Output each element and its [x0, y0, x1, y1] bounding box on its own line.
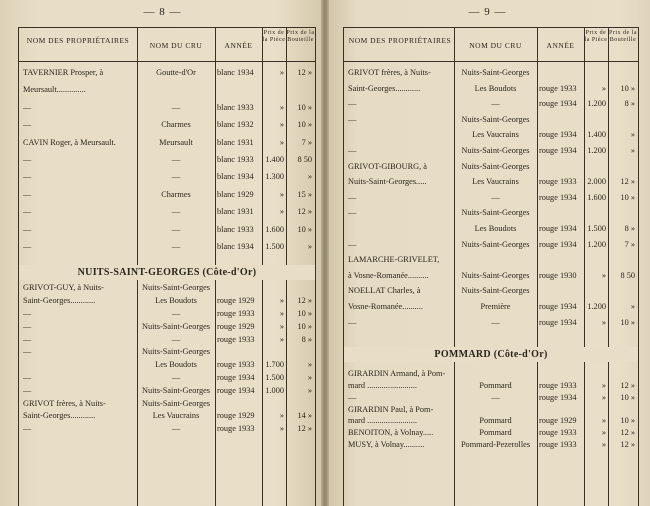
price-piece-cell: 1.400	[587, 130, 606, 140]
price-bottle-cell: 10 »	[620, 317, 635, 327]
owner-cell: —	[348, 208, 357, 218]
price-bottle-cell: 10 »	[620, 392, 635, 402]
price-piece-cell: »	[601, 428, 606, 438]
owner-cell: —	[23, 321, 32, 331]
year-cell: rouge 1933	[539, 83, 577, 93]
price-piece-cell: 1.700	[265, 360, 284, 370]
owner-cell: Meursault..............	[23, 85, 86, 95]
year-cell: rouge 1934	[539, 99, 577, 109]
owner-cell: —	[23, 309, 32, 318]
price-piece-cell: »	[279, 137, 284, 147]
price-piece-cell: 1.200	[587, 302, 606, 311]
year-cell: rouge 1933	[539, 177, 577, 187]
year-cell: rouge 1929	[217, 296, 255, 306]
book-gutter	[321, 0, 329, 506]
right-page	[325, 0, 650, 506]
year-cell: blanc 1931	[217, 207, 254, 217]
year-cell: rouge 1934	[217, 385, 255, 395]
price-piece-cell: »	[279, 309, 284, 318]
owner-cell: —	[23, 424, 32, 434]
price-piece-cell: »	[279, 102, 284, 112]
price-piece-cell: 1.200	[587, 239, 606, 249]
owner-cell: —	[23, 347, 32, 357]
year-cell: rouge 1934	[539, 239, 577, 249]
owner-cell: GIRARDIN Paul, à Pom-	[348, 404, 434, 414]
price-bottle-cell: »	[307, 373, 312, 382]
price-piece-cell: »	[601, 381, 606, 390]
header-price-bottle: Prix de la Bouteille	[286, 30, 315, 43]
year-cell: rouge 1933	[539, 428, 577, 438]
header-year: ANNÉE	[546, 41, 575, 50]
price-bottle-cell: 8 »	[624, 224, 635, 233]
price-piece-cell: 1.000	[265, 385, 284, 395]
price-bottle-cell: »	[307, 385, 312, 395]
price-piece-cell: »	[601, 392, 606, 402]
price-bottle-cell: 10 »	[297, 224, 312, 234]
year-cell: rouge 1933	[539, 381, 577, 390]
owner-cell: MUSY, à Volnay..........	[348, 440, 425, 449]
owner-cell: GRIVOT-GUY, à Nuits-	[23, 283, 104, 293]
price-piece-cell: 1.200	[587, 146, 606, 155]
owner-cell: GRIVOT-GIBOURG, à	[348, 161, 427, 171]
cru-cell: Nuits-Saint-Georges	[141, 385, 211, 395]
year-cell: rouge 1934	[539, 224, 577, 233]
owner-cell: —	[23, 207, 32, 217]
owner-cell: —	[348, 239, 357, 249]
price-piece-cell: »	[279, 207, 284, 217]
price-bottle-cell: 12 »	[620, 381, 635, 390]
owner-cell: Saint-Georges............	[23, 296, 96, 306]
price-piece-cell: 1.200	[587, 99, 606, 109]
price-piece-cell: »	[279, 189, 284, 199]
price-bottle-cell: 12 »	[620, 177, 635, 187]
cru-cell: —	[171, 207, 181, 217]
year-cell: rouge 1934	[539, 302, 577, 311]
owner-cell: BENOITON, à Volnay.....	[348, 428, 434, 438]
owner-cell: Saint-Georges............	[23, 411, 96, 421]
cru-cell: Nuits-Saint-Georges	[461, 239, 530, 249]
price-piece-cell: 1.500	[265, 373, 284, 382]
cru-cell: Les Boudots	[474, 83, 517, 93]
price-piece-cell: »	[601, 317, 606, 327]
price-bottle-cell: 10 »	[297, 321, 312, 331]
price-bottle-cell: 15 »	[297, 189, 312, 199]
price-bottle-cell: 12 »	[297, 296, 312, 306]
cru-cell: Nuits-Saint-Georges	[461, 270, 530, 280]
header-owner: NOM DES PROPRIÉTAIRES	[26, 36, 130, 45]
year-cell: blanc 1932	[217, 120, 254, 130]
price-bottle-cell: »	[630, 130, 635, 140]
price-bottle-cell: 8 50	[620, 270, 635, 280]
owner-cell: —	[23, 385, 32, 395]
header-year: ANNÉE	[224, 41, 253, 50]
header-owner: NOM DES PROPRIÉTAIRES	[348, 36, 452, 45]
owner-cell: GRIVOT frères, à Nuits-	[23, 398, 106, 408]
cru-cell: Pommard	[479, 381, 512, 390]
header-cru: NOM DU CRU	[149, 41, 203, 50]
owner-cell: —	[23, 155, 32, 164]
price-bottle-cell: 8 »	[301, 334, 312, 344]
cru-cell: —	[491, 99, 500, 109]
owner-cell: TAVERNIER Prosper, à	[23, 68, 104, 77]
price-piece-cell: »	[601, 270, 606, 280]
price-piece-cell: »	[279, 68, 284, 77]
owner-cell: CAVIN Roger, à Meursault.	[23, 137, 116, 147]
cru-cell: Les Boudots	[155, 360, 197, 370]
year-cell: blanc 1933	[217, 155, 254, 164]
cru-cell: Nuits-Saint-Georges	[141, 398, 211, 408]
owner-cell: GIRARDIN Armand, à Pom-	[348, 369, 446, 379]
cru-cell: Pommard	[479, 416, 512, 426]
price-bottle-cell: 12 »	[297, 68, 312, 77]
wine-table	[18, 27, 316, 506]
cru-cell: Meursault	[159, 137, 193, 147]
price-piece-cell: 1.500	[265, 242, 284, 251]
price-bottle-cell: 10 »	[297, 102, 312, 112]
cru-cell: —	[171, 155, 181, 164]
cru-cell: Nuits-Saint-Georges	[141, 283, 211, 293]
cru-cell: Pommard-Pezerolles	[460, 440, 531, 449]
cru-cell: —	[171, 334, 181, 344]
price-piece-cell: »	[601, 440, 606, 449]
price-piece-cell: »	[279, 296, 284, 306]
cru-cell: —	[491, 392, 500, 402]
wine-table	[343, 27, 639, 506]
cru-cell: —	[171, 242, 181, 251]
price-bottle-cell: »	[307, 242, 312, 251]
price-bottle-cell: »	[307, 360, 312, 370]
price-piece-cell: »	[601, 416, 606, 426]
price-piece-cell: 1.600	[587, 192, 606, 202]
year-cell: blanc 1934	[217, 242, 254, 251]
price-bottle-cell: 12 »	[620, 440, 635, 449]
owner-cell: à Vosne-Romanée..........	[348, 270, 429, 280]
owner-cell: NOELLAT Charles, à	[348, 286, 421, 296]
owner-cell: mard ........................	[348, 381, 417, 390]
owner-cell: —	[23, 172, 32, 182]
price-piece-cell: 1.300	[265, 172, 284, 182]
price-piece-cell: »	[279, 120, 284, 130]
cru-cell: Nuits-Saint-Georges	[461, 68, 530, 77]
year-cell: rouge 1934	[539, 130, 577, 140]
year-cell: blanc 1931	[217, 137, 254, 147]
cru-cell: Nuits-Saint-Georges	[461, 161, 530, 171]
owner-cell: Saint-Georges............	[348, 83, 421, 93]
year-cell: rouge 1933	[217, 360, 255, 370]
cru-cell: Les Vaucrains	[472, 130, 519, 140]
header-price-piece: Prix de la Pièce	[584, 30, 608, 43]
price-piece-cell: »	[279, 334, 284, 344]
header-price-bottle: Prix de la Bouteille	[609, 30, 637, 43]
owner-cell: Vosne-Romanée..........	[348, 302, 423, 311]
price-bottle-cell: 10 »	[620, 83, 635, 93]
owner-cell: —	[348, 192, 357, 202]
price-bottle-cell: 10 »	[620, 416, 635, 426]
year-cell: blanc 1933	[217, 224, 254, 234]
cru-cell: —	[171, 424, 181, 434]
cru-cell: —	[171, 309, 181, 318]
cru-cell: Charmes	[161, 189, 191, 199]
cru-cell: Les Boudots	[155, 296, 197, 306]
price-bottle-cell: 10 »	[297, 309, 312, 318]
owner-cell: —	[348, 99, 357, 109]
price-bottle-cell: 7 »	[301, 137, 312, 147]
year-cell: rouge 1934	[539, 192, 577, 202]
owner-cell: —	[348, 317, 357, 327]
price-piece-cell: 1.400	[265, 155, 284, 164]
year-cell: rouge 1934	[539, 317, 577, 327]
cru-cell: Nuits-Saint-Georges	[141, 347, 211, 357]
price-bottle-cell: 12 »	[297, 207, 312, 217]
price-piece-cell: 2.000	[587, 177, 606, 187]
owner-cell: —	[23, 224, 32, 234]
section-heading: POMMARD (Côte-d'Or)	[344, 347, 638, 362]
owner-cell: Nuits-Saint-Georges.....	[348, 177, 427, 187]
cru-cell: —	[171, 172, 181, 182]
year-cell: rouge 1929	[217, 411, 255, 421]
price-bottle-cell: 12 »	[297, 424, 312, 434]
price-piece-cell: »	[279, 321, 284, 331]
cru-cell: Nuits-Saint-Georges	[461, 286, 530, 296]
year-cell: rouge 1934	[539, 146, 577, 155]
price-piece-cell: 1.500	[587, 224, 606, 233]
owner-cell: —	[348, 146, 357, 155]
year-cell: rouge 1934	[539, 392, 577, 402]
price-bottle-cell: 14 »	[297, 411, 312, 421]
price-piece-cell: »	[279, 424, 284, 434]
owner-cell: —	[23, 189, 32, 199]
year-cell: blanc 1929	[217, 189, 254, 199]
price-bottle-cell: »	[630, 146, 635, 155]
price-piece-cell: »	[601, 83, 606, 93]
owner-cell: —	[23, 120, 32, 130]
cru-cell: Nuits-Saint-Georges	[461, 146, 530, 155]
owner-cell: GRIVOT frères, à Nuits-	[348, 68, 431, 77]
header-cru: NOM DU CRU	[469, 41, 522, 50]
year-cell: blanc 1934	[217, 68, 254, 77]
price-bottle-cell: 8 50	[297, 155, 312, 164]
price-bottle-cell: »	[307, 172, 312, 182]
price-bottle-cell: 8 »	[624, 99, 635, 109]
year-cell: blanc 1934	[217, 172, 254, 182]
cru-cell: Nuits-Saint-Georges	[461, 208, 530, 218]
page-number: — 8 —	[143, 6, 182, 18]
price-bottle-cell: 10 »	[620, 192, 635, 202]
year-cell: blanc 1933	[217, 102, 254, 112]
owner-cell: LAMARCHE-GRIVELET,	[348, 255, 440, 265]
owner-cell: —	[348, 392, 357, 402]
year-cell: rouge 1934	[217, 373, 255, 382]
cru-cell: —	[171, 373, 181, 382]
price-piece-cell: »	[279, 411, 284, 421]
owner-cell: —	[23, 102, 32, 112]
cru-cell: Les Vaucrains	[472, 177, 519, 187]
price-bottle-cell: 10 »	[297, 120, 312, 130]
owner-cell: mard ........................	[348, 416, 417, 426]
cru-cell: —	[171, 224, 181, 234]
cru-cell: Nuits-Saint-Georges	[141, 321, 211, 331]
price-bottle-cell: 12 »	[620, 428, 635, 438]
year-cell: rouge 1930	[539, 270, 577, 280]
cru-cell: —	[171, 102, 181, 112]
price-bottle-cell: »	[630, 302, 635, 311]
cru-cell: Pommard	[479, 428, 512, 438]
owner-cell: —	[23, 334, 32, 344]
year-cell: rouge 1933	[217, 309, 255, 318]
section-heading: NUITS-SAINT-GEORGES (Côte-d'Or)	[19, 265, 315, 280]
price-bottle-cell: 7 »	[624, 239, 635, 249]
cru-cell: Les Boudots	[474, 224, 517, 233]
year-cell: rouge 1933	[217, 334, 255, 344]
cru-cell: Goutte-d'Or	[156, 68, 196, 77]
page-number: — 9 —	[468, 6, 507, 18]
owner-cell: —	[23, 373, 32, 382]
owner-cell: —	[23, 242, 32, 251]
header-price-piece: Prix de la Pièce	[262, 30, 286, 43]
cru-cell: —	[491, 192, 500, 202]
year-cell: rouge 1929	[539, 416, 577, 426]
owner-cell: —	[348, 114, 357, 124]
cru-cell: Première	[480, 302, 511, 311]
year-cell: rouge 1933	[217, 424, 255, 434]
cru-cell: Charmes	[161, 120, 191, 130]
cru-cell: —	[491, 317, 500, 327]
year-cell: rouge 1929	[217, 321, 255, 331]
cru-cell: Les Vaucrains	[152, 411, 200, 421]
price-piece-cell: 1.600	[265, 224, 284, 234]
year-cell: rouge 1933	[539, 440, 577, 449]
cru-cell: Nuits-Saint-Georges	[461, 114, 530, 124]
